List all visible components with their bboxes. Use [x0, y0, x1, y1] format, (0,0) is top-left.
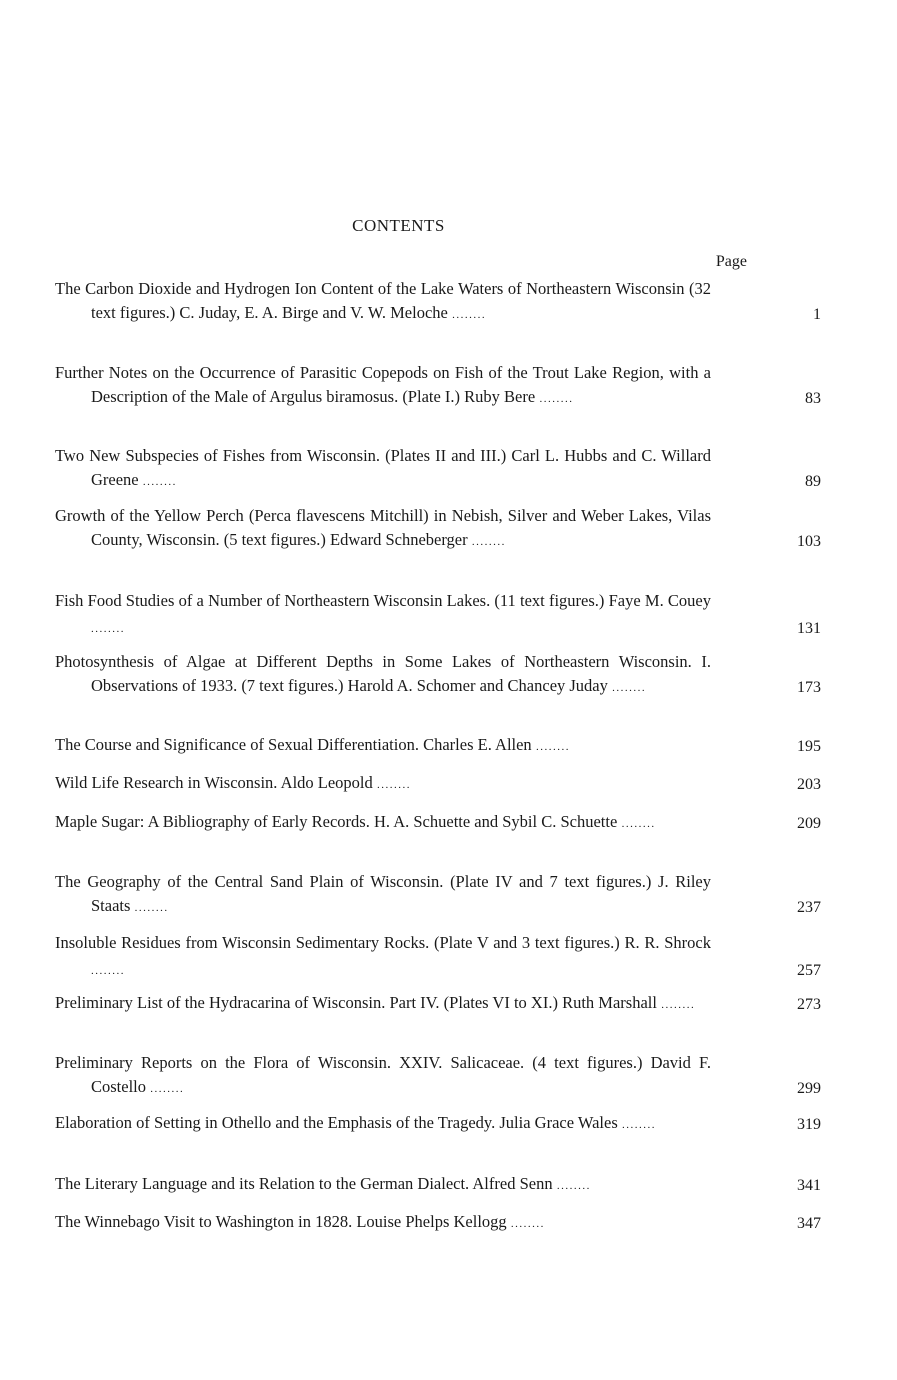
leader-dots: ........ — [607, 682, 647, 694]
toc-entry — [55, 650, 821, 700]
toc-entry-title: Photosynthesis of Algae at Different Depths in Some Lakes of Northeastern Wisconsin. I. Observations of 1933. (7 text figures.) Harold A. Schomer and Chancey Juday — [55, 652, 711, 695]
toc-entry-page: 83 — [805, 390, 821, 407]
toc-entry-page: 173 — [797, 679, 821, 696]
toc-entry — [55, 277, 821, 327]
leader-dots: ........ — [617, 818, 656, 830]
toc-entry-title: Fish Food Studies of a Number of Northeastern Wisconsin Lakes. (11 text figures.) Faye M. Couey — [55, 591, 711, 610]
toc-entry-title: Insoluble Residues from Wisconsin Sedimentary Rocks. (Plate V and 3 text figures.) R. R. Shrock — [55, 933, 711, 952]
toc-entry-page: 347 — [797, 1215, 821, 1232]
toc-entry — [55, 504, 821, 554]
leader-dots: ........ — [447, 309, 487, 321]
leader-dots: ........ — [91, 965, 125, 977]
leader-dots: ........ — [617, 1119, 657, 1131]
toc-entry — [55, 361, 821, 411]
toc-entry — [55, 1172, 821, 1198]
toc-entry-page: 299 — [797, 1080, 821, 1097]
toc-entry-page: 273 — [797, 996, 821, 1013]
toc-entry-page: 237 — [797, 899, 821, 916]
toc-entry-page: 257 — [797, 962, 821, 979]
toc-entry — [55, 931, 821, 983]
toc-entry-title: Growth of the Yellow Perch (Perca flavescens Mitchill) in Nebish, Silver and Weber Lakes, Vilas County, Wisconsin. (5 text figures.) Edward Schneberger — [55, 506, 711, 549]
toc-entry-page: 1 — [813, 306, 821, 323]
toc-entry-title: Wild Life Research in Wisconsin. Aldo Leopold — [55, 773, 373, 792]
toc-entry-title: Further Notes on the Occurrence of Parasitic Copepods on Fish of the Trout Lake Region, with a Description of the Male of Argulus biramosus. (Plate I.) Ruby Bere — [55, 363, 711, 406]
toc-entry-page: 195 — [797, 738, 821, 755]
leader-dots: ........ — [531, 741, 570, 753]
toc-entry-title: The Geography of the Central Sand Plain of Wisconsin. (Plate IV and 7 text figures.) J. Riley Staats — [55, 872, 711, 915]
toc-entry-title: Two New Subspecies of Fishes from Wisconsin. (Plates II and III.) Carl L. Hubbs and C. Willard Greene — [55, 446, 711, 489]
toc-entry — [55, 1111, 821, 1137]
leader-dots: ........ — [656, 999, 696, 1011]
toc-entry-page: 89 — [805, 473, 821, 490]
toc-entry — [55, 589, 821, 641]
leader-dots: ........ — [467, 536, 506, 548]
toc-entry-page: 341 — [797, 1177, 821, 1194]
toc-entry-page: 203 — [797, 776, 821, 793]
page-column-label: Page — [715, 253, 747, 270]
toc-entry — [55, 1051, 821, 1101]
toc-entry-title: Preliminary List of the Hydracarina of Wisconsin. Part IV. (Plates VI to XI.) Ruth Marshall — [55, 993, 657, 1012]
toc-entry-title: The Course and Significance of Sexual Differentiation. Charles E. Allen — [55, 735, 532, 754]
toc-entry — [55, 771, 821, 797]
leader-dots: ........ — [552, 1180, 591, 1192]
toc-entry-title: The Literary Language and its Relation to the German Dialect. Alfred Senn — [55, 1174, 553, 1193]
toc-entry — [55, 733, 821, 759]
toc-entry-page: 103 — [797, 533, 821, 550]
toc-entry — [55, 1210, 821, 1236]
leader-dots: ........ — [372, 779, 412, 791]
toc-entry-page: 209 — [797, 815, 821, 832]
leader-dots: ........ — [146, 1083, 185, 1095]
toc-entry — [55, 444, 821, 494]
leader-dots: ........ — [138, 476, 177, 488]
leader-dots: ........ — [91, 623, 125, 635]
toc-entry-title: The Carbon Dioxide and Hydrogen Ion Content of the Lake Waters of Northeastern Wisconsin (32 text figures.) C. Juday, E. A. Birge and V. W. Meloche — [55, 279, 711, 322]
leader-dots: ........ — [130, 902, 169, 914]
toc-entry-title: Maple Sugar: A Bibliography of Early Records. H. A. Schuette and Sybil C. Schuette — [55, 812, 618, 831]
toc-entry-page: 319 — [797, 1116, 821, 1133]
leader-dots: ........ — [535, 393, 574, 405]
leader-dots: ........ — [506, 1218, 545, 1230]
contents-heading: CONTENTS — [352, 216, 445, 235]
toc-entry-title: Preliminary Reports on the Flora of Wisconsin. XXIV. Salicaceae. (4 text figures.) David F. Costello — [55, 1053, 711, 1096]
toc-entry-title: Elaboration of Setting in Othello and the Emphasis of the Tragedy. Julia Grace Wales — [55, 1113, 618, 1132]
toc-entry — [55, 870, 821, 920]
toc-entry — [55, 991, 821, 1017]
toc-entry-page: 131 — [797, 620, 821, 637]
toc-entry — [55, 810, 821, 836]
toc-entry-title: The Winnebago Visit to Washington in 1828. Louise Phelps Kellogg — [55, 1212, 507, 1231]
